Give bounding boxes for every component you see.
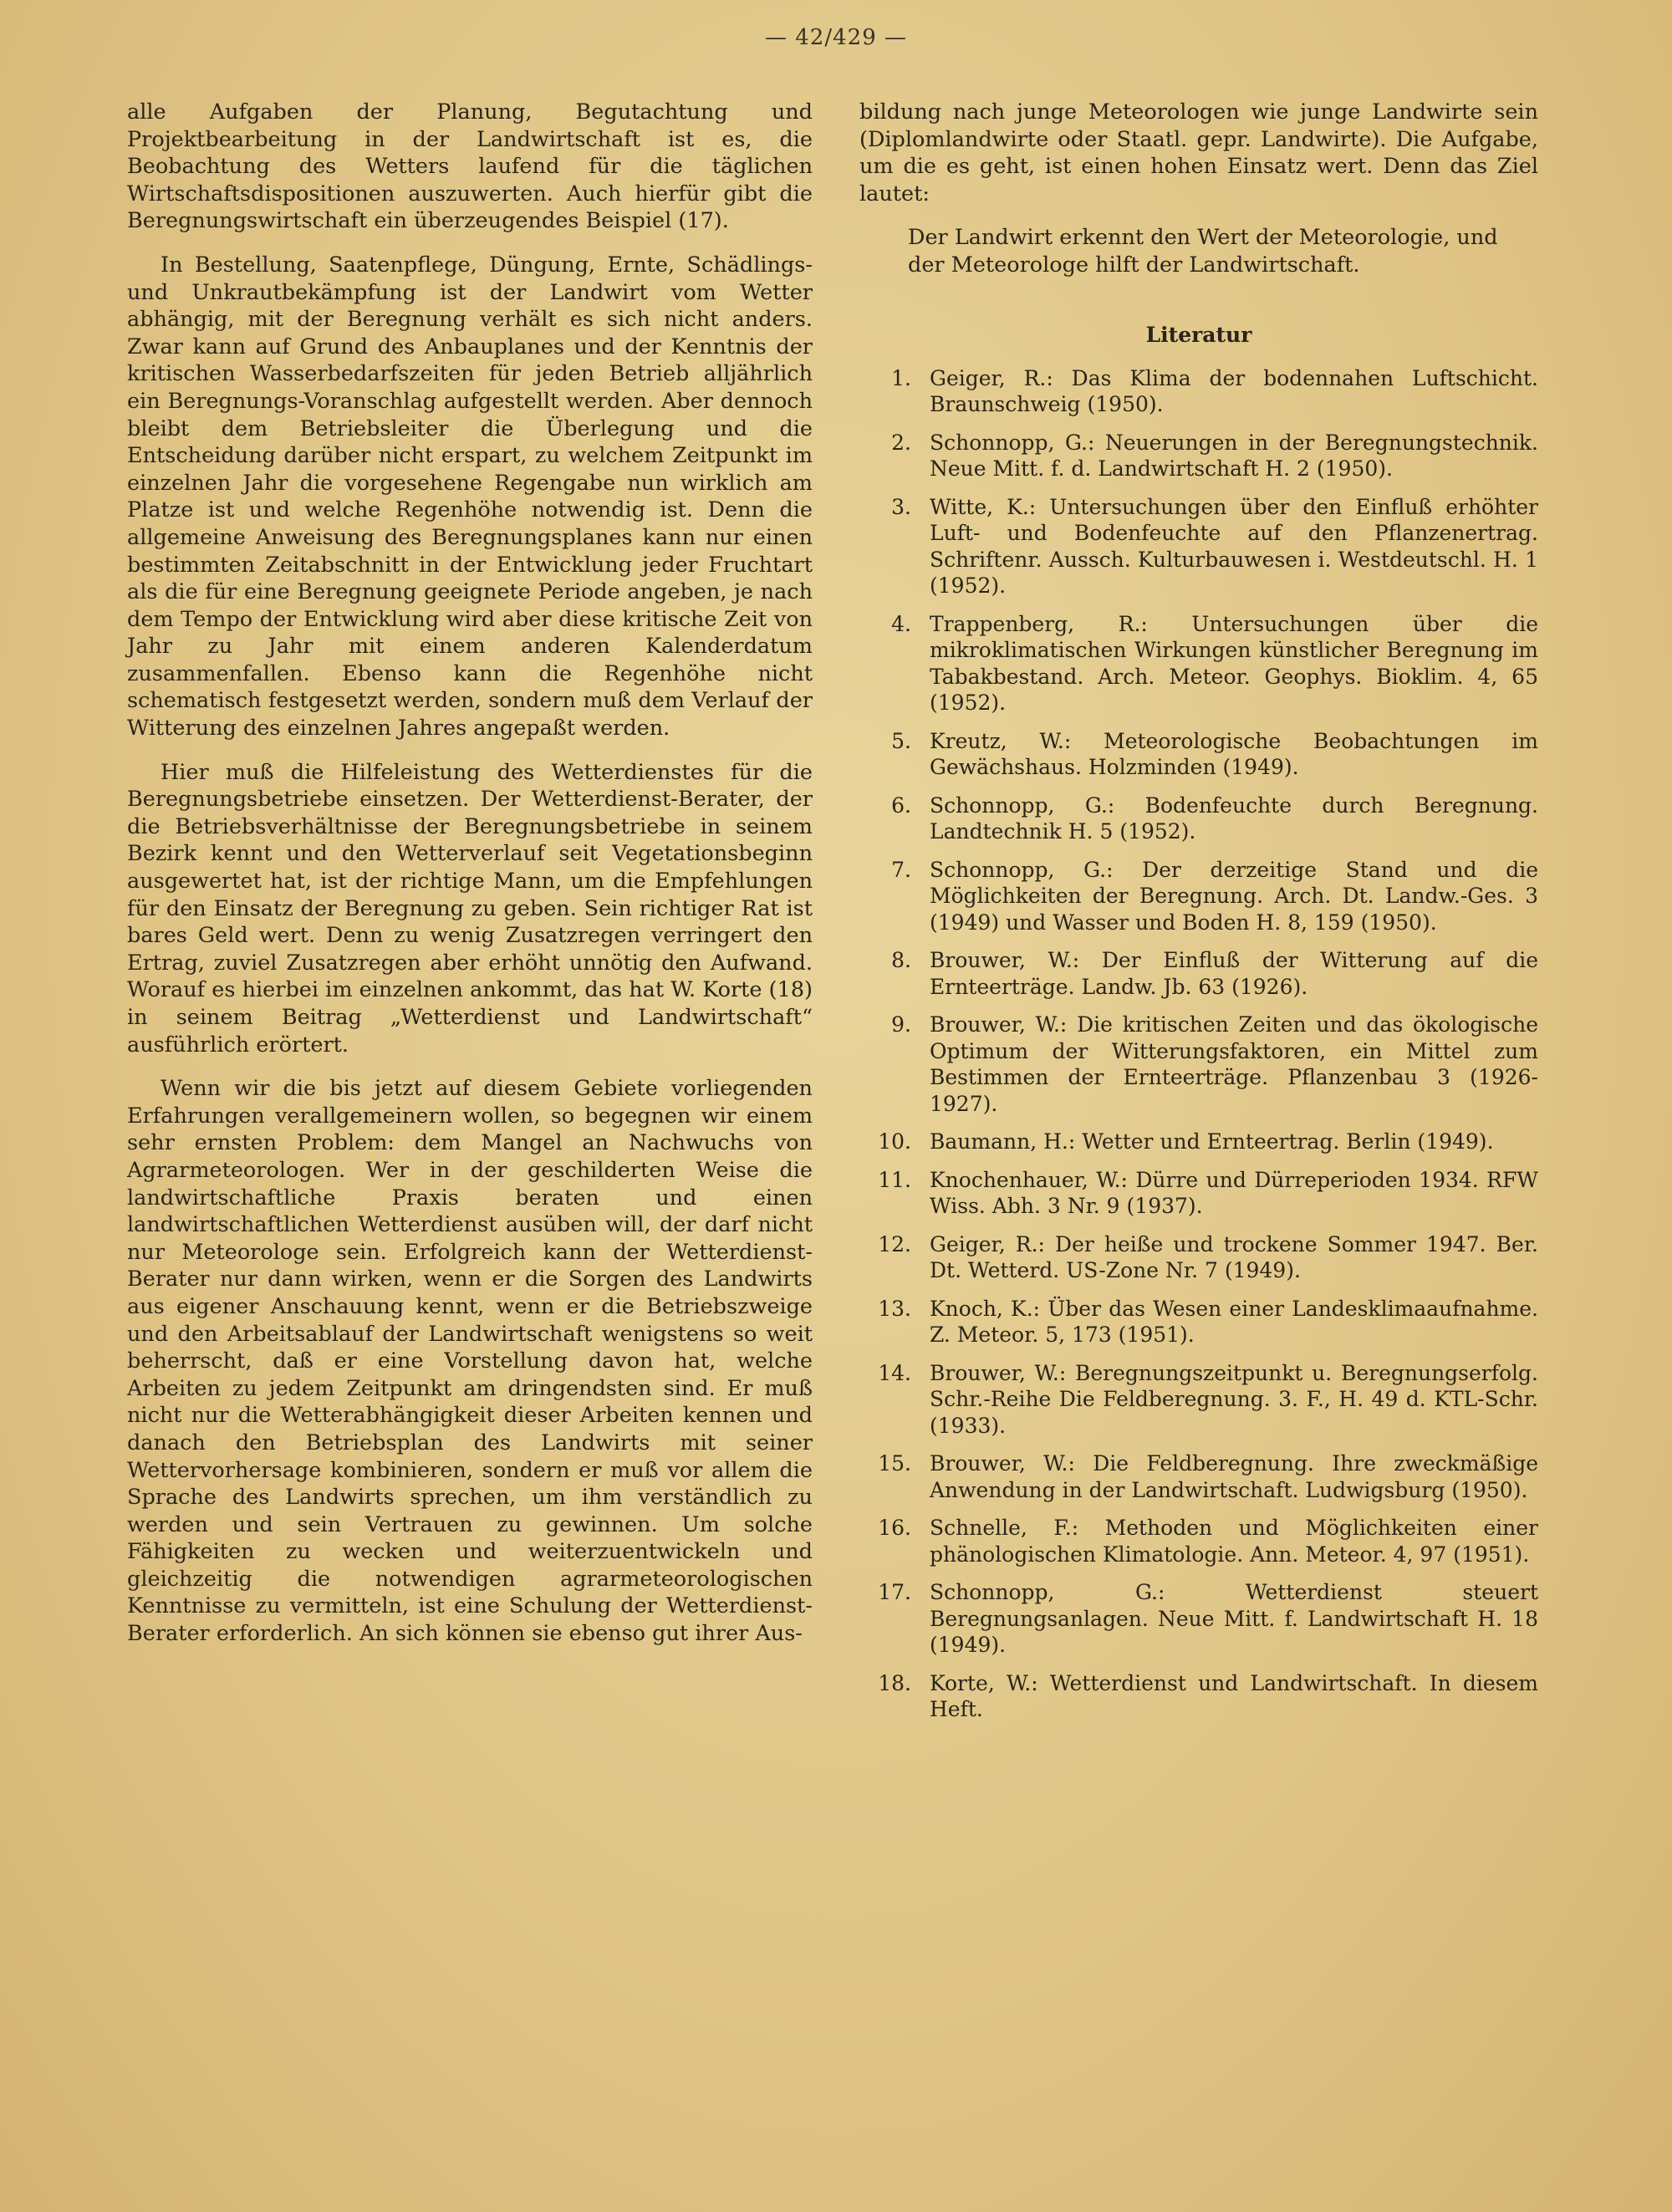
reference-item [859,728,1538,781]
reference-item [859,1296,1538,1348]
paragraph: bildung nach junge Meteorologen wie junge Landwirte sein (Diplomlandwirte oder Staatl. gepr. Landwirte). Die Aufgabe, um die es geht, ist einen hohen Einsatz wert. Denn das Ziel lautet: [859,99,1538,206]
reference-number: 9. [891,1012,911,1037]
right-column [859,99,1538,1735]
reference-item [859,494,1538,599]
reference-number: 11. [878,1167,911,1192]
reference-item [859,430,1538,482]
reference-text: Witte, K.: Untersuchungen über den Einfluß erhöhter Luft- und Bodenfeuchte auf den Pflanzenertrag. Schriftenr. Aussch. Kulturbauwesen i. Westdeutschl. H. 1 (1952). [930,494,1538,599]
reference-text: Geiger, R.: Das Klima der bodennahen Luftschicht. Braunschweig (1950). [930,365,1538,417]
reference-number: 14. [878,1360,911,1385]
closing-quote: Der Landwirt erkennt den Wert der Meteorologie, und der Meteorologe hilft der Landwirtschaft. [908,225,1498,278]
reference-number: 8. [891,948,911,973]
reference-text: Geiger, R.: Der heiße und trockene Sommer 1947. Ber. Dt. Wetterd. US-Zone Nr. 7 (1949). [930,1231,1538,1283]
reference-item [859,1129,1538,1155]
reference-text: Knoch, K.: Über das Wesen einer Landesklimaaufnahme. Z. Meteor. 5, 173 (1951). [930,1296,1538,1348]
reference-item [859,1670,1538,1723]
reference-number: 16. [878,1516,911,1541]
paragraph: In Bestellung, Saatenpflege, Düngung, Ernte, Schädlings- und Unkrautbekämpfung ist der Landwirt vom Wetter abhängig, mit der Beregnung verhält es sich nicht anders. Zwar kann auf Grund des Anbauplanes und der Kenntnis der kritischen Wasserbedarfszeiten für jeden Betrieb alljährlich ein Beregnungs-Voranschlag aufgestellt werden. Aber dennoch bleibt dem Betriebsleiter die Überlegung und die Entscheidung darüber nicht erspart, zu welchem Zeitpunkt im einzelnen Jahr die vorgesehene Regengabe nun wirklich am Platze ist und welche Regenhöhe notwendig ist. Denn die allgemeine Anweisung des Beregnungsplanes kann nur einen bestimmten Zeitabschnitt in der Entwicklung jeder Fruchtart als die für eine Beregnung geeignete Periode angeben, je nach dem Tempo der Entwicklung wird aber diese kritische Zeit von Jahr zu Jahr mit einem anderen Kalenderdatum zusammenfallen. Ebenso kann die Regenhöhe nicht schematisch festgesetzt werden, sondern muß dem Verlauf der Witterung des einzelnen Jahres angepaßt werden. [127,252,813,742]
reference-item [859,365,1538,418]
reference-item [859,1012,1538,1117]
reference-text: Knochenhauer, W.: Dürre und Dürreperioden 1934. RFW Wiss. Abh. 3 Nr. 9 (1937). [930,1167,1538,1219]
reference-number: 10. [878,1129,911,1154]
reference-item [859,1360,1538,1440]
reference-number: 6. [891,793,911,818]
reference-item [859,1167,1538,1220]
reference-number: 13. [878,1296,911,1321]
reference-text: Trappenberg, R.: Untersuchungen über die mikroklimatischen Wirkungen künstlicher Beregnung im Tabakbestand. Arch. Meteor. Geophys. Bioklim. 4, 65 (1952). [930,611,1538,716]
paragraph: alle Aufgaben der Planung, Begutachtung und Projektbearbeitung in der Landwirtschaft ist es, die Beobachtung des Wetters laufend für die täglichen Wirtschaftsdispositionen auszuwerten. Auch hierfür gibt die Beregnungswirtschaft ein überzeugendes Beispiel (17). [127,99,813,234]
reference-text: Brouwer, W.: Die Feldberegnung. Ihre zweckmäßige Anwendung in der Landwirtschaft. Ludwigsburg (1950). [930,1451,1538,1502]
reference-number: 3. [891,494,911,519]
reference-text: Kreutz, W.: Meteorologische Beobachtungen im Gewächshaus. Holzminden (1949). [930,728,1538,780]
reference-number: 5. [891,728,911,753]
reference-text: Schonnopp, G.: Bodenfeuchte durch Beregnung. Landtechnik H. 5 (1952). [930,793,1538,844]
reference-number: 17. [878,1580,911,1605]
reference-item [859,1579,1538,1659]
reference-text: Schnelle, F.: Methoden und Möglichkeiten einer phänologischen Klimatologie. Ann. Meteor. 4, 97 (1951). [930,1516,1538,1567]
reference-item [859,1231,1538,1284]
reference-number: 2. [891,430,911,455]
reference-text: Brouwer, W.: Der Einfluß der Witterung auf die Ernteerträge. Landw. Jb. 63 (1926). [930,948,1538,999]
reference-item [859,947,1538,1000]
reference-text: Schonnopp, G.: Neuerungen in der Beregnungstechnik. Neue Mitt. f. d. Landwirtschaft H. 2 (1950). [930,430,1538,482]
reference-text: Baumann, H.: Wetter und Ernteertrag. Berlin (1949). [930,1129,1494,1154]
reference-number: 1. [891,365,911,390]
paragraph: Wenn wir die bis jetzt auf diesem Gebiete vorliegenden Erfahrungen verallgemeinern wollen, so begegnen wir einem sehr ernsten Problem: dem Mangel an Nachwuchs von Agrarmeteorologen. Wer in der geschilderten Weise die landwirtschaftliche Praxis beraten und einen landwirtschaftlichen Wetterdienst ausüben will, der darf nicht nur Meteorologe sein. Erfolgreich kann der Wetterdienst-Berater nur dann wirken, wenn er die Sorgen des Landwirts aus eigener Anschauung kennt, wenn er die Betriebszweige und den Arbeitsablauf der Landwirtschaft wenigstens so weit beherrscht, daß er eine Vorstellung davon hat, welche Arbeiten zu jedem Zeitpunkt am dringendsten sind. Er muß nicht nur die Wetterabhängigkeit dieser Arbeiten kennen und danach den Betriebsplan des Landwirts mit seiner Wettervorhersage kombinieren, sondern er muß vor allem die Sprache des Landwirts sprechen, um ihm verständlich zu werden und sein Vertrauen zu gewinnen. Um solche Fähigkeiten zu wecken und weiterzuentwickeln und gleichzeitig die notwendigen agrarmeteorologischen Kenntnisse zu vermitteln, ist eine Schulung der Wetterdienst-Berater erforderlich. An sich können sie ebenso gut ihrer Aus- [127,1076,813,1647]
reference-number: 4. [891,611,911,636]
reference-number: 18. [878,1670,911,1695]
reference-text: Korte, W.: Wetterdienst und Landwirtschaft. In diesem Heft. [930,1670,1538,1722]
reference-list [859,365,1538,1723]
reference-text: Brouwer, W.: Beregnungszeitpunkt u. Beregnungserfolg. Schr.-Reihe Die Feldberegnung. 3. F., H. 49 d. KTL-Schr. (1933). [930,1360,1538,1438]
literature-heading: Literatur [1145,322,1252,347]
page-number: — 42/429 — [765,25,907,50]
reference-text: Schonnopp, G.: Der derzeitige Stand und die Möglichkeiten der Beregnung. Arch. Dt. Landw.-Ges. 3 (1949) und Wasser und Boden H. 8, 159 (1950). [930,857,1538,935]
reference-item [859,1515,1538,1567]
reference-item [859,857,1538,936]
reference-number: 7. [891,857,911,882]
reference-number: 15. [878,1451,911,1476]
reference-item [859,1450,1538,1503]
reference-number: 12. [878,1231,911,1256]
reference-text: Schonnopp, G.: Wetterdienst steuert Beregnungsanlagen. Neue Mitt. f. Landwirtschaft H. 18 (1949). [930,1580,1538,1658]
reference-item [859,611,1538,716]
reference-text: Brouwer, W.: Die kritischen Zeiten und das ökologische Optimum der Witterungsfaktoren, ein Mittel zum Bestimmen der Ernteerträge. Pflanzenbau 3 (1926-1927). [930,1012,1538,1116]
reference-item [859,793,1538,845]
left-column [127,99,813,1664]
paragraph: Hier muß die Hilfeleistung des Wetterdienstes für die Beregnungsbetriebe einsetzen. Der Wetterdienst-Berater, der die Betriebsverhältnisse der Beregnungsbetriebe in seinem Bezirk kennt und den Wetterverlauf seit Vegetationsbeginn ausgewertet hat, ist der richtige Mann, um die Empfehlungen für den Einsatz der Beregnung zu geben. Sein richtiger Rat ist bares Geld wert. Denn zu wenig Zusatzregen verringert den Ertrag, zuviel Zusatzregen aber erhöht unnötig den Aufwand. Worauf es hierbei im einzelnen ankommt, das hat W. Korte (18) in seinem Beitrag „Wetterdienst und Landwirtschaft“ ausführlich erörtert. [127,759,813,1058]
